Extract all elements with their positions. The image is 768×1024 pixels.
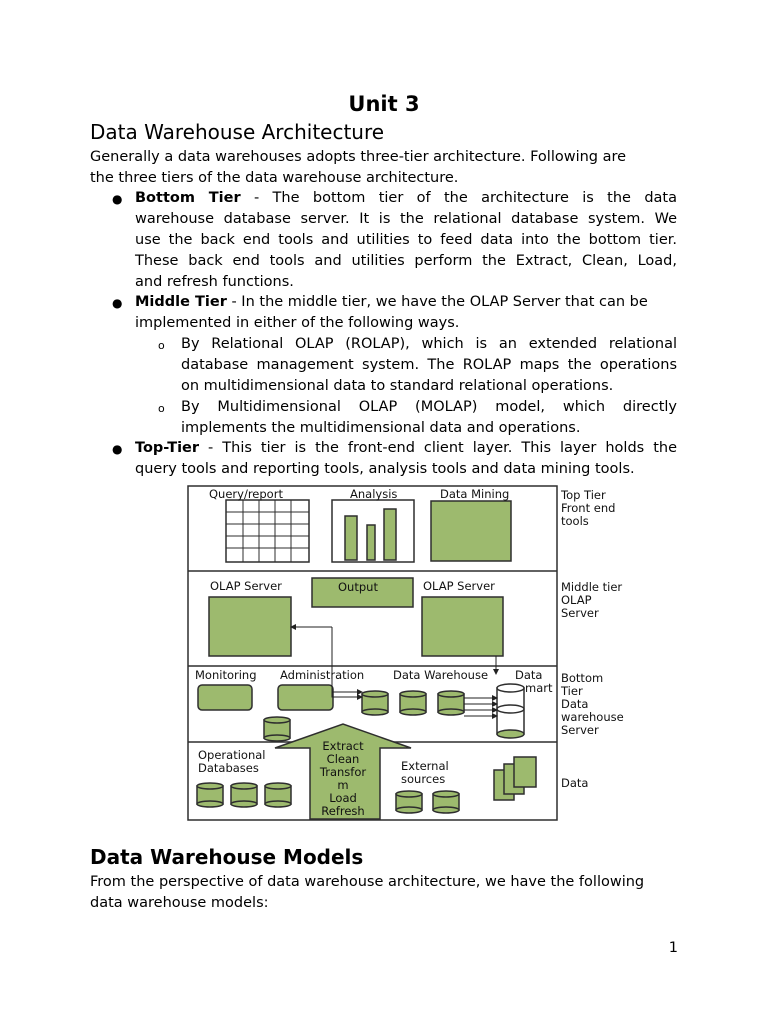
- olap-server-right-label: OLAP Server: [423, 579, 495, 593]
- analysis-bar: [345, 516, 357, 560]
- top-tier-side-label: Front end: [561, 501, 616, 515]
- sub-bullet-icon: o: [158, 402, 165, 415]
- data-warehouse-label: Data Warehouse: [393, 668, 489, 682]
- bottom-tier-side-label: Data: [561, 697, 589, 711]
- query-report-label: Query/report: [209, 487, 283, 501]
- bottom-tier-item: Bottom Tier - The bottom tier of the architecture is the data warehouse database server. It is the relational database system. We use the back end tools and utilities to feed data into the bottom tier. These back end tools and utilities perform the Extract, Clean, Load, and refresh functions.: [135, 190, 678, 290]
- top-tier-side-label: tools: [561, 514, 589, 528]
- dw-cylinder: [400, 691, 426, 715]
- etl-label: Extract: [322, 739, 364, 753]
- intro-line: the three tiers of the data warehouse architecture.: [90, 170, 459, 186]
- data-mining-box: [431, 501, 511, 561]
- document-stack: [514, 757, 536, 787]
- models-heading: Data Warehouse Models: [90, 845, 364, 869]
- unit-title: Unit 3: [348, 92, 420, 116]
- molap-item: By Multidimensional OLAP (MOLAP) model, which directly implements the multidimensional data and operations.: [181, 399, 677, 436]
- middle-tier-side-label: OLAP: [561, 593, 592, 607]
- bottom-tier-side-label: Bottom: [561, 671, 604, 685]
- admin-db-cylinder: [264, 717, 290, 741]
- bullet-icon: ●: [112, 192, 123, 206]
- external-db-cylinder: [396, 791, 422, 813]
- output-label: Output: [338, 580, 378, 594]
- analysis-bar: [367, 525, 375, 560]
- etl-label: Transfor: [319, 765, 367, 779]
- operational-label: Databases: [198, 761, 259, 775]
- architecture-diagram: [186, 484, 646, 824]
- intro-line: Generally a data warehouses adopts three-tier architecture. Following are: [90, 149, 627, 165]
- etl-label: m: [337, 778, 349, 792]
- olap-server-left: [209, 597, 291, 656]
- etl-label: Load: [329, 791, 357, 805]
- sub-bullet-icon: o: [158, 339, 165, 352]
- data-mart-label: Data: [515, 668, 543, 682]
- top-tier-term: Top-Tier: [135, 440, 200, 456]
- etl-label: Refresh: [321, 804, 365, 818]
- analysis-bar: [384, 509, 396, 560]
- bullet-icon: ●: [112, 296, 123, 310]
- bottom-tier-side-label: Server: [561, 723, 599, 737]
- middle-tier-term: Middle Tier: [135, 294, 227, 310]
- external-label: sources: [401, 772, 446, 786]
- data-mart-cylinder: [497, 684, 524, 738]
- data-mining-label: Data Mining: [440, 487, 510, 501]
- bottom-tier-side-label: Tier: [561, 684, 583, 698]
- operational-db-cylinder: [265, 783, 291, 807]
- external-db-cylinder: [433, 791, 459, 813]
- dw-cylinder: [438, 691, 464, 715]
- administration-label: Administration: [280, 668, 365, 682]
- operational-label: Operational: [198, 748, 266, 762]
- section-heading: Data Warehouse Architecture: [90, 120, 385, 144]
- dw-cylinder: [362, 691, 388, 715]
- models-paragraph: From the perspective of data warehouse architecture, we have the following data warehouse models:: [90, 874, 645, 911]
- bottom-tier-side-label: warehouse: [561, 710, 624, 724]
- etl-label: Clean: [326, 752, 360, 766]
- monitoring-label: Monitoring: [195, 668, 257, 682]
- bullet-icon: ●: [112, 442, 123, 456]
- operational-db-cylinder: [197, 783, 223, 807]
- administration-box: [278, 685, 333, 710]
- middle-tier-item: Middle Tier - In the middle tier, we have the OLAP Server that can be implemented in either of the following ways.: [135, 294, 648, 331]
- top-tier-item: Top-Tier - This tier is the front-end client layer. This layer holds the query tools and reporting tools, analysis tools and data mining tools.: [135, 440, 677, 477]
- middle-tier-side-label: Middle tier: [561, 580, 623, 594]
- operational-db-cylinder: [231, 783, 257, 807]
- analysis-label: Analysis: [350, 487, 398, 501]
- middle-tier-side-label: Server: [561, 606, 599, 620]
- intro-paragraph: [90, 147, 678, 189]
- monitoring-box: [198, 685, 252, 710]
- bottom-tier-term: Bottom Tier: [135, 190, 241, 206]
- olap-server-left-label: OLAP Server: [210, 579, 282, 593]
- query-report-grid: [226, 500, 309, 562]
- olap-server-right: [422, 597, 503, 656]
- page-number: 1: [668, 940, 678, 956]
- external-label: External: [401, 759, 449, 773]
- data-mart-label: mart: [525, 681, 553, 695]
- top-tier-side-label: Top Tier: [561, 488, 606, 502]
- data-tier-side-label: Data: [561, 776, 589, 790]
- rolap-item: By Relational OLAP (ROLAP), which is an extended relational database management system. The ROLAP maps the operations on multidimensional data to standard relational operations.: [181, 336, 677, 394]
